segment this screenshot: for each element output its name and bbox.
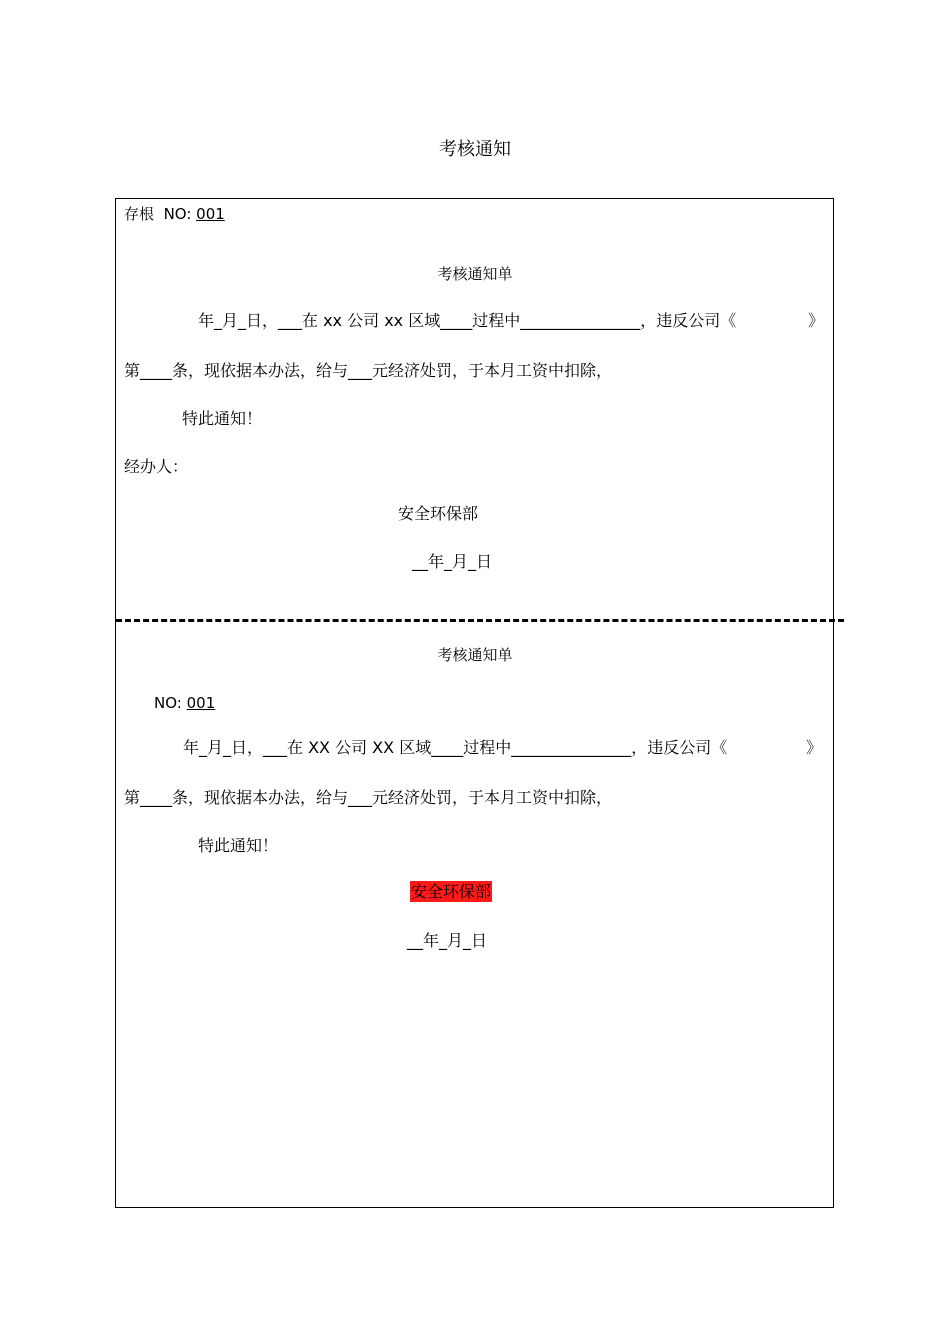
stub-notice: 特此通知！ [182,409,263,428]
slip-line1: 年_月_日，___在 XX 公司 XX 区域____过程中_______________，违反公司《 [183,738,728,757]
stub-label: 存根 [124,205,155,223]
stub-handler: 经办人： [124,457,189,476]
stub-header [124,204,225,224]
slip-date: __年_月_日 [407,931,488,950]
slip-department [410,882,492,902]
slip-notice: 特此通知！ [198,836,279,855]
stub-line1-close: 》 [808,311,825,330]
page-title: 考核通知 [439,139,511,160]
stub-no-value: 001 [196,205,225,223]
stub-line1: 年_月_日，___在 xx 公司 xx 区域____过程中_______________，违反公司《 [198,311,737,330]
slip-department-highlight: 安全环保部 [411,882,492,901]
stub-heading: 考核通知单 [437,265,513,283]
slip-line2: 第____条，现依据本办法，给与___元经济处罚，于本月工资中扣除， [124,788,613,807]
notice-frame [115,198,834,1208]
slip-line1-close: 》 [806,738,823,757]
stub-date: __年_月_日 [412,552,493,571]
stub-no-label: NO: [163,205,192,223]
slip-no [154,693,215,713]
slip-no-label: NO: [154,694,182,712]
cut-line [116,619,844,622]
stub-department: 安全环保部 [398,504,479,523]
slip-heading: 考核通知单 [437,646,513,664]
slip-no-value: 001 [186,694,216,712]
stub-line2: 第____条，现依据本办法，给与___元经济处罚，于本月工资中扣除， [124,361,613,380]
